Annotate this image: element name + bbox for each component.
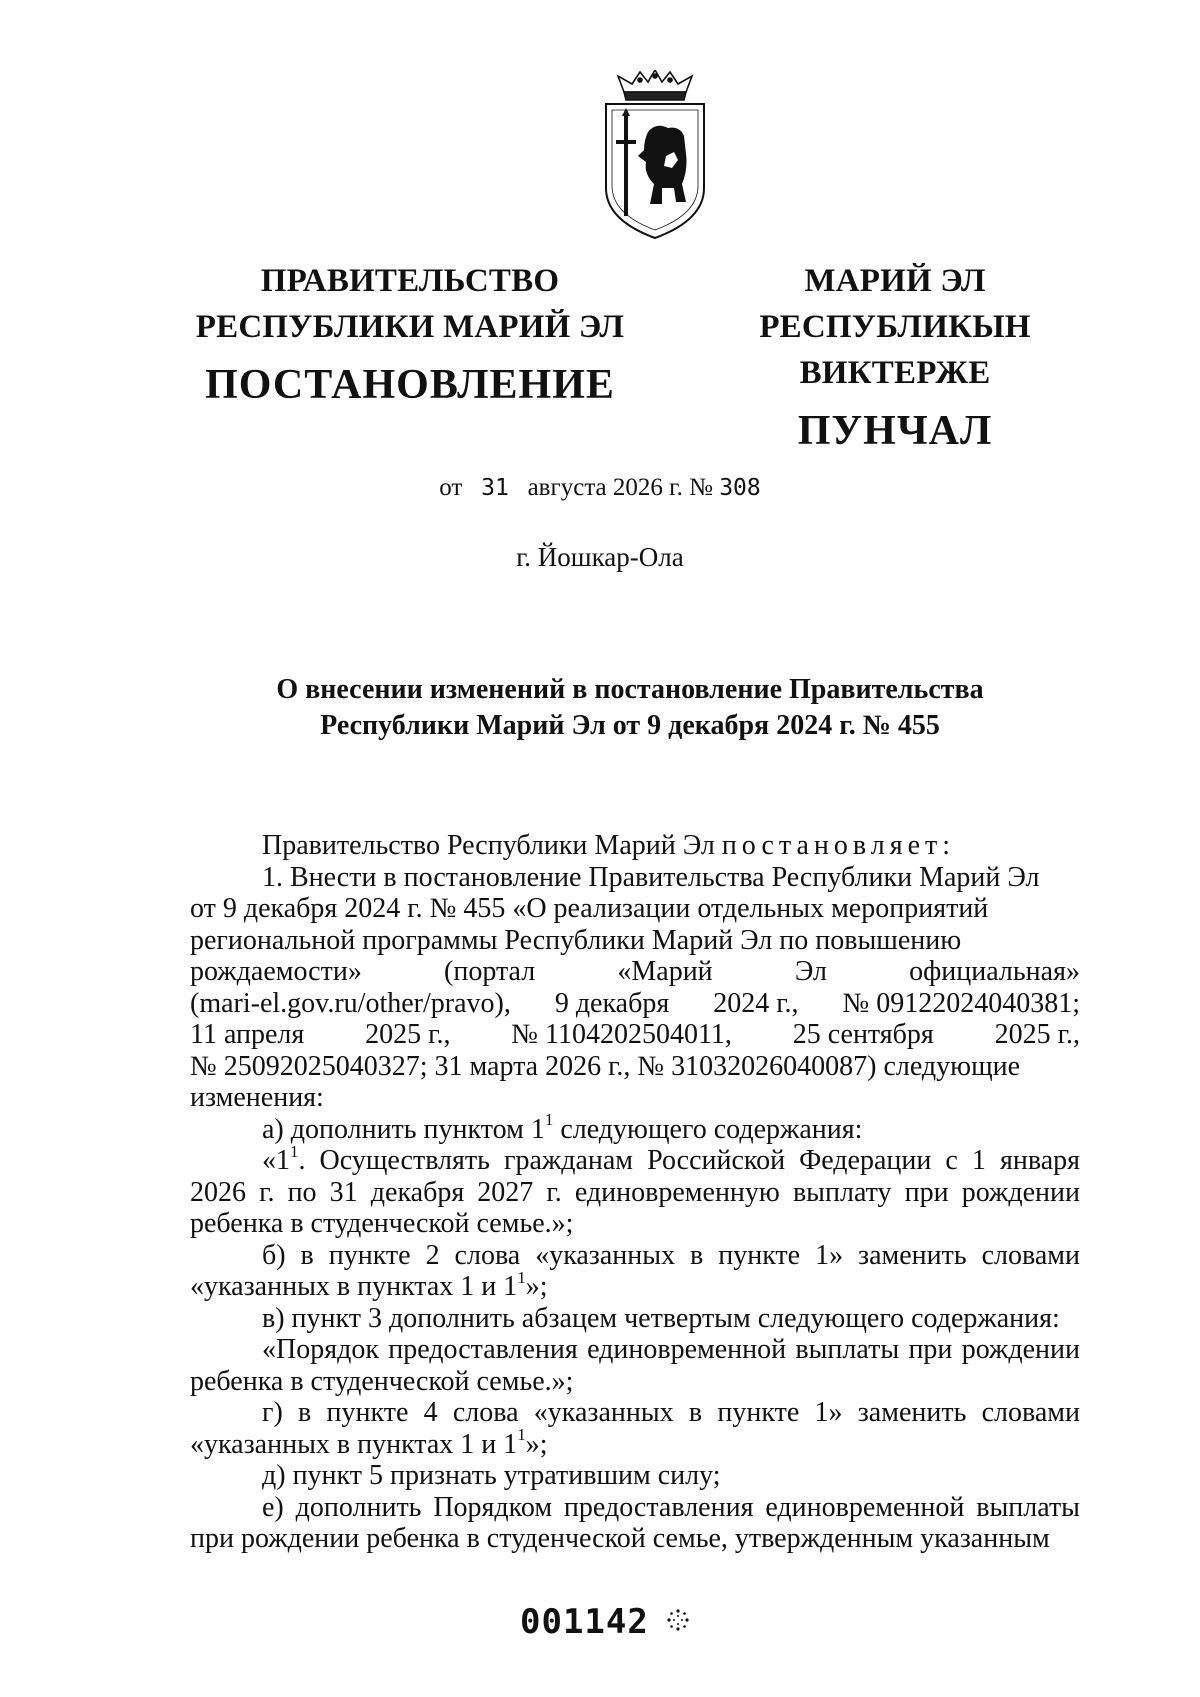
word: 2024 г., <box>713 987 799 1019</box>
quote-2: «Порядок предоставления единовременной выплаты при рождении ребенка в студенческой семье.»; <box>190 1334 1080 1397</box>
p1-line-8: изменения: <box>190 1082 324 1113</box>
quote-1 <box>190 1141 1080 1240</box>
p1-line-5 <box>190 988 1080 1020</box>
item-g-text: г) в пункте 4 слова «указанных в пункте 1» заменить словами «указанных в пунктах 1 и 1 <box>190 1397 1080 1460</box>
item-v: в) пункт 3 дополнить абзацем четвертым следующего содержания: <box>262 1302 1060 1334</box>
item-e: е) дополнить Порядком предоставления единовременной выплаты при рождении ребенка в студенческой семье, утвержденным указанным <box>190 1491 1080 1554</box>
word: (mari-el.gov.ru/other/pravo), <box>190 987 511 1019</box>
title-line-1: О внесении изменений в постановление Правительства <box>276 674 984 705</box>
word: (портал <box>444 956 536 987</box>
doc-type-mari: ПУНЧАЛ <box>797 408 993 454</box>
item-a-text: а) дополнить пунктом 1 <box>262 1113 545 1145</box>
date-prefix: от <box>439 474 463 501</box>
government-title-mari: МАРИЙ ЭЛ РЕСПУБЛИКЫН <box>759 263 1031 345</box>
quote-1-text: . Осуществлять гражданам Российской Федерации с 1 января 2026 г. по 31 декабря 2027 г. единовременную выплату при рождении ребенка в студенческой семье.»; <box>190 1145 1080 1239</box>
header-right <box>670 258 1120 466</box>
date-day: 31 <box>481 475 509 501</box>
document-body <box>190 830 1080 1555</box>
date-month-year: августа 2026 г. № <box>527 474 713 501</box>
word: 11 апреля <box>190 1019 305 1050</box>
quote-1-start: «1 <box>262 1145 290 1176</box>
title-line-2: Республики Марий Эл от 9 декабря 2024 г. № 455 <box>320 710 940 741</box>
p1-line-1: 1. Внести в постановление Правительства Республики Марий Эл <box>262 861 1040 893</box>
word: 25 сентября <box>792 1019 934 1050</box>
document-title <box>180 672 1080 744</box>
intro-verb: постановляет: <box>721 830 956 861</box>
city: г. Йошкар-Ола <box>516 542 684 572</box>
superscript: 1 <box>517 1425 526 1445</box>
government-subtitle-mari: ВИКТЕРЖЕ <box>799 355 991 391</box>
p1-line-6 <box>190 1019 1080 1051</box>
p1-line-2: от 9 декабря 2024 г. № 455 «О реализации отдельных мероприятий <box>190 893 989 924</box>
item-g <box>190 1397 1080 1460</box>
p1-line-3: региональной программы Республики Марий Эл по повышению <box>190 924 962 956</box>
word: Эл <box>794 956 827 987</box>
date-line <box>0 474 1200 502</box>
superscript: 1 <box>517 1267 526 1287</box>
superscript: 1 <box>544 1110 554 1130</box>
sparkle-icon <box>666 1608 690 1632</box>
item-b-text: б) в пункте 2 слова «указанных в пункте 1» заменить словами «указанных в пунктах 1 и 1 <box>190 1239 1080 1302</box>
p1-line-7: № 25092025040327; 31 марта 2026 г., № 31032026040087) следующие <box>190 1050 1021 1082</box>
intro-paragraph <box>190 830 1080 862</box>
item-a <box>190 1110 1080 1146</box>
document-number: 308 <box>719 475 761 501</box>
word: рождаемости» <box>190 956 362 987</box>
word: № 09122024040381; <box>842 987 1080 1019</box>
item-a-text-end: следующего содержания: <box>553 1113 863 1145</box>
item-b <box>190 1240 1080 1303</box>
item-g-end: »; <box>525 1428 548 1460</box>
republic-title-ru: РЕСПУБЛИКИ МАРИЙ ЭЛ <box>195 309 625 345</box>
word: 2025 г., <box>994 1019 1080 1050</box>
word: «Марий <box>617 956 713 987</box>
word: № 1104202504011, <box>511 1019 732 1050</box>
item-d: д) пункт 5 признать утратившим силу; <box>262 1460 721 1491</box>
header-left <box>190 258 630 420</box>
intro-text: Правительство Республики Марий Эл <box>262 830 715 861</box>
coat-of-arms-icon <box>600 70 710 250</box>
p1-line-4 <box>190 956 1080 988</box>
word: 2025 г., <box>365 1019 451 1050</box>
word: официальная» <box>909 956 1080 987</box>
item-b-end: »; <box>525 1271 548 1302</box>
word: 9 декабря <box>554 987 670 1019</box>
doc-type-ru: ПОСТАНОВЛЕНИЕ <box>205 362 615 408</box>
superscript: 1 <box>290 1141 299 1161</box>
government-title-ru: ПРАВИТЕЛЬСТВО <box>260 263 560 299</box>
serial-number: 001142 <box>520 1602 649 1642</box>
